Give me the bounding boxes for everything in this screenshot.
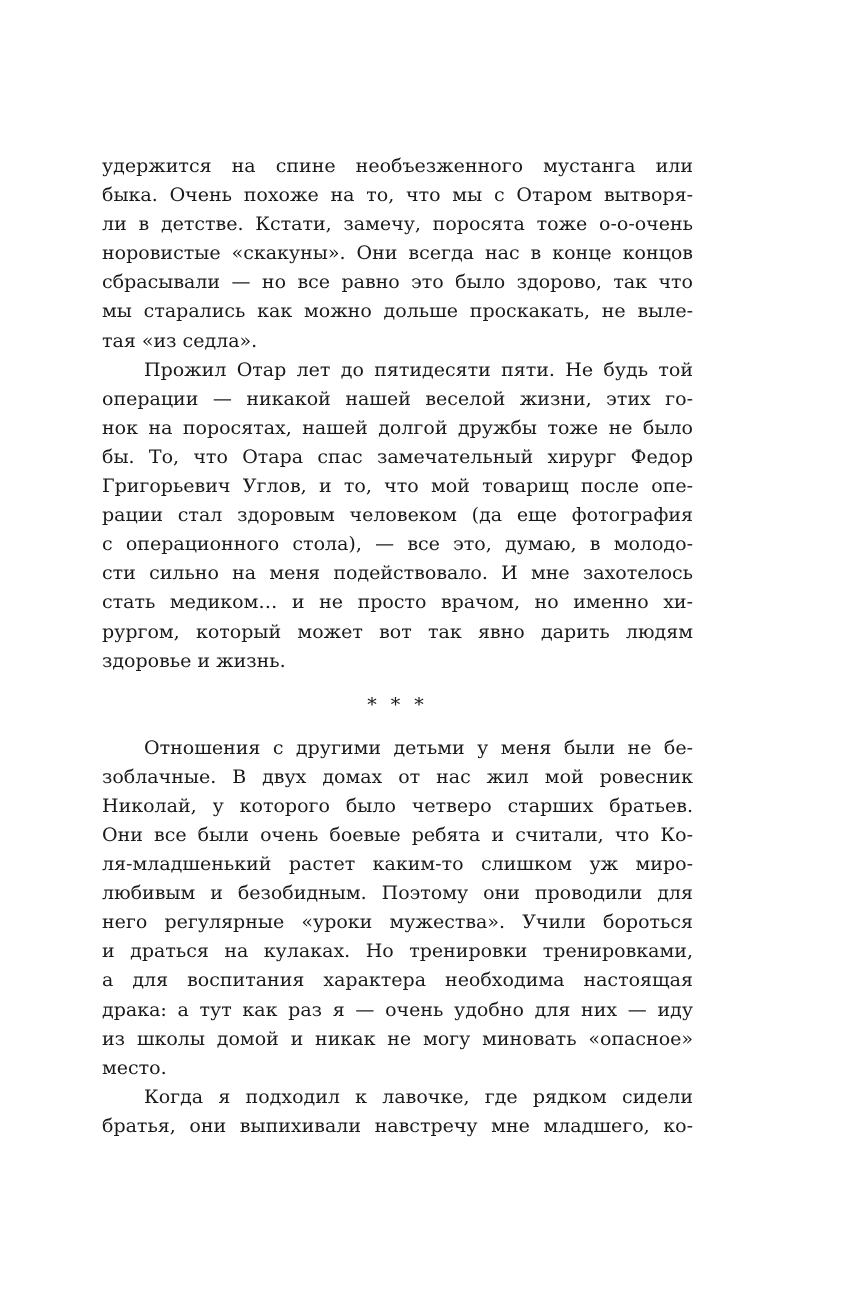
text-line: Когда я подходил к лавочке, где рядком сидели [144,1085,693,1108]
text-line: рургом, который может вот так явно дарить людям [102,620,693,643]
text-line: него регулярные «уроки мужества». Учили бороться [102,911,693,934]
text-line: а для воспитания характера необходима настоящая [102,969,693,992]
paragraph [102,152,693,356]
text-line: Прожил Отар лет до пятидесяти пяти. Не будь той [144,358,693,381]
text-line: стать медиком… и не просто врачом, но именно хи- [102,591,693,614]
text-line: Они все были очень боевые ребята и считали, что Ко- [102,823,693,846]
text-line: ля-младшенький растет каким-то слишком уж миро- [102,853,693,876]
text-line: Григорьевич Углов, и то, что мой товарищ после опе- [102,475,693,498]
text-line: любивым и безобидным. Поэтому они проводили для [102,882,693,905]
text-line: драка: а тут как раз я — очень удобно для них — иду [102,998,693,1021]
text-line: операции — никакой нашей веселой жизни, этих го- [102,387,693,410]
text-line: с операционного стола), — все это, думаю, в молодо- [102,533,693,556]
section-divider: * * * [367,693,428,716]
text-line: из школы домой и никак не могу миновать «опасное» [102,1027,693,1050]
text-line: сти сильно на меня подействовало. И мне захотелось [102,562,693,585]
text-line: ли в детстве. Кстати, замечу, поросята тоже о-о-очень [102,213,693,236]
text-line: норовистые «скакуны». Они всегда нас в конце концов [102,242,693,265]
text-line: мы старались как можно дольше проскакать, не выле- [102,300,693,323]
paragraph [102,356,693,676]
text-line: зоблачные. В двух домах от нас жил мой ровесник [102,765,693,788]
text-line: удержится на спине необъезженного мустанга или [102,155,693,177]
text-line: нок на поросятах, нашей долгой дружбы тоже не было [102,416,693,439]
text-line: бы. То, что Отара спас замечательный хирург Федор [102,445,693,468]
text-line: здоровье и жизнь. [102,649,286,672]
text-line: тая «из седла». [102,329,258,352]
text-line: Отношения с другими детьми у меня были не бе- [144,736,693,759]
page-body [102,152,693,1141]
text-line: место. [102,1056,167,1079]
text-line: и драться на кулаках. Но тренировки тренировками, [102,940,693,963]
text-line: сбрасывали — но все равно это было здорово, так что [102,271,693,294]
text-line: братья, они выпихивали навстречу мне младшего, ко- [102,1114,693,1137]
text-line: рации стал здоровым человеком (да еще фотография [102,504,693,527]
paragraph [102,1083,693,1141]
paragraph [102,734,693,1083]
text-line: Николай, у которого было четверо старших братьев. [102,794,693,817]
text-line: быка. Очень похоже на то, что мы с Отаром вытворя- [102,184,693,207]
